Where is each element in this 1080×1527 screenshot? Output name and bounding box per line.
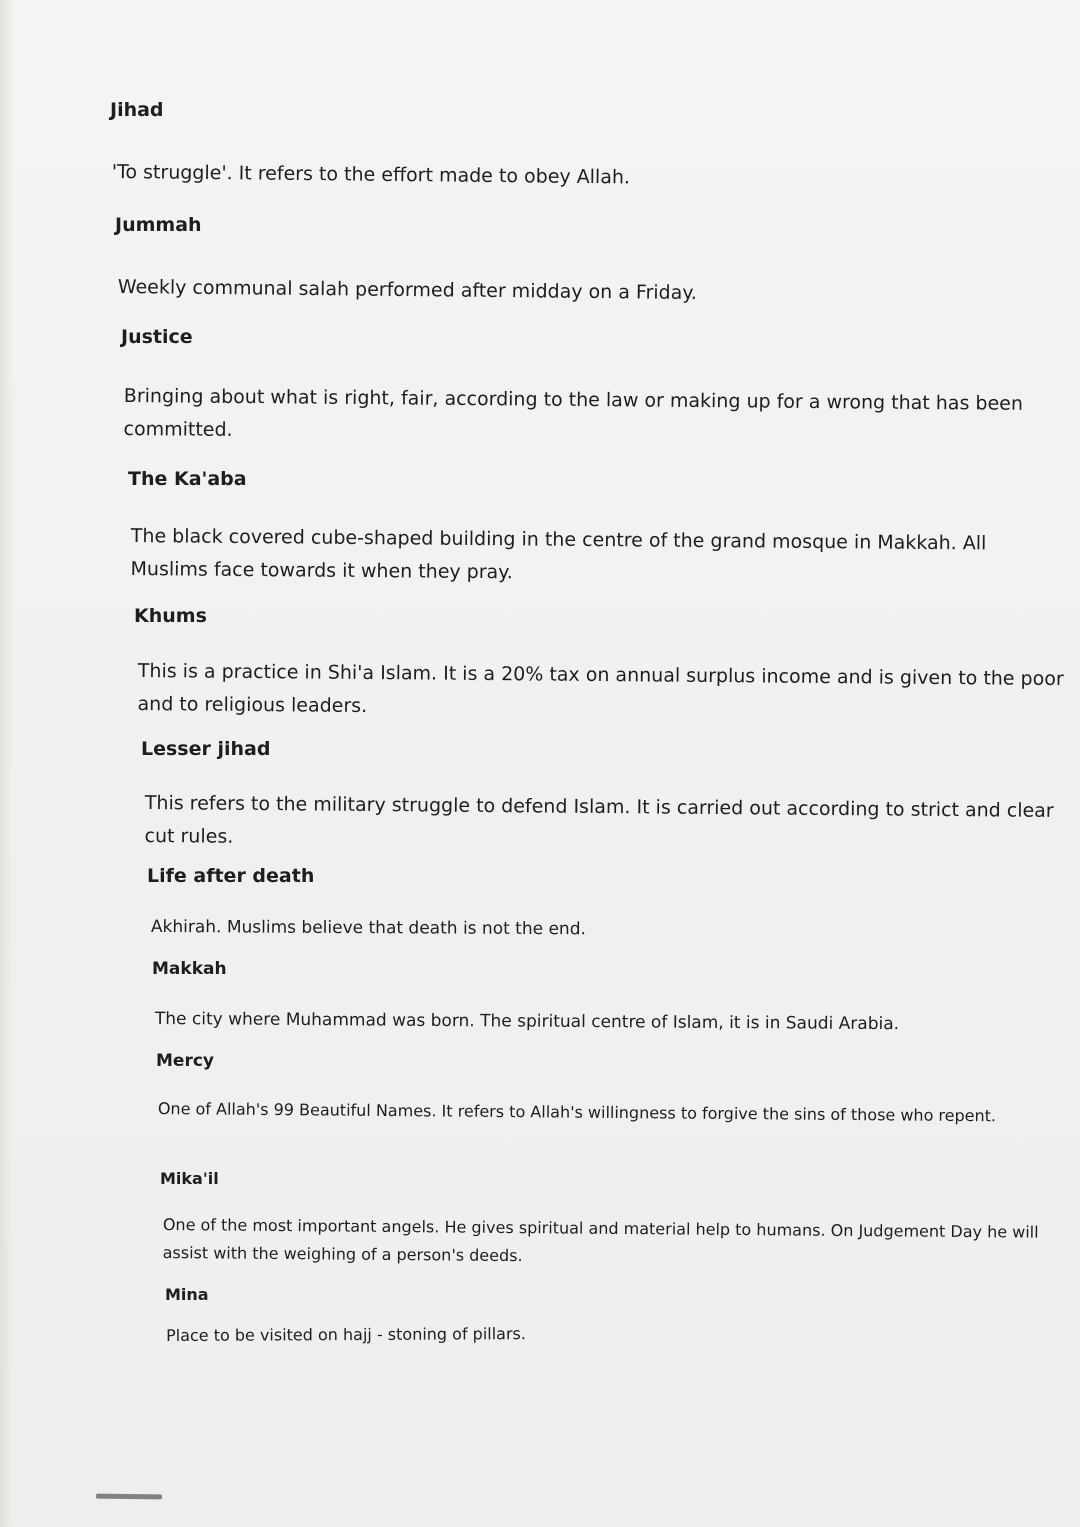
- glossary-term-justice: Justice: [121, 326, 193, 348]
- glossary-definition-jummah: Weekly communal salah performed after midday on a Friday.: [117, 275, 697, 305]
- page-bottom-mark: [96, 1494, 162, 1500]
- glossary-definition-kaaba: The black covered cube-shaped building in the centre of the grand mosque in Makkah. All Muslims face towards it when they pray.: [130, 524, 987, 584]
- glossary-definition-khums: This is a practice in Shi'a Islam. It is a 20% tax on annual surplus income and is given to the poor and to religious leaders.: [137, 659, 1064, 718]
- glossary-definition-jihad: 'To struggle'. It refers to the effort made to obey Allah.: [111, 160, 631, 189]
- glossary-definition-mikail: One of the most important angels. He gives spiritual and material help to humans. On Judgement Day he will assist with the weighing of a person's deeds.: [162, 1214, 1039, 1266]
- glossary-definition-makkah: The city where Muhammad was born. The spiritual centre of Islam, it is in Saudi Arabia.: [154, 1008, 900, 1035]
- glossary-definition-lesser-jihad: This refers to the military struggle to defend Islam. It is carried out according to strict and clear cut rules.: [144, 791, 1054, 848]
- glossary-term-mercy: Mercy: [156, 1051, 214, 1071]
- glossary-term-mina: Mina: [165, 1285, 209, 1304]
- glossary-term-kaaba: The Ka'aba: [128, 468, 247, 490]
- glossary-term-life-after-death: Life after death: [147, 865, 315, 887]
- glossary-definition-justice: Bringing about what is right, fair, according to the law or making up for a wrong that has been committed.: [123, 384, 1024, 441]
- glossary-term-jihad: Jihad: [110, 99, 164, 121]
- glossary-term-khums: Khums: [134, 605, 207, 627]
- glossary-term-mikail: Mika'il: [160, 1169, 219, 1188]
- glossary-term-jummah: Jummah: [115, 214, 202, 236]
- glossary-term-lesser-jihad: Lesser jihad: [141, 738, 271, 760]
- glossary-definition-mercy: One of Allah's 99 Beautiful Names. It refers to Allah's willingness to forgive the sins of those who repent.: [157, 1098, 997, 1126]
- page-edge-shadow: [0, 0, 14, 1527]
- glossary-definition-mina: Place to be visited on hajj - stoning of pillars.: [166, 1324, 527, 1345]
- glossary-term-makkah: Makkah: [152, 959, 227, 979]
- glossary-definition-life-after-death: Akhirah. Muslims believe that death is not the end.: [150, 916, 586, 940]
